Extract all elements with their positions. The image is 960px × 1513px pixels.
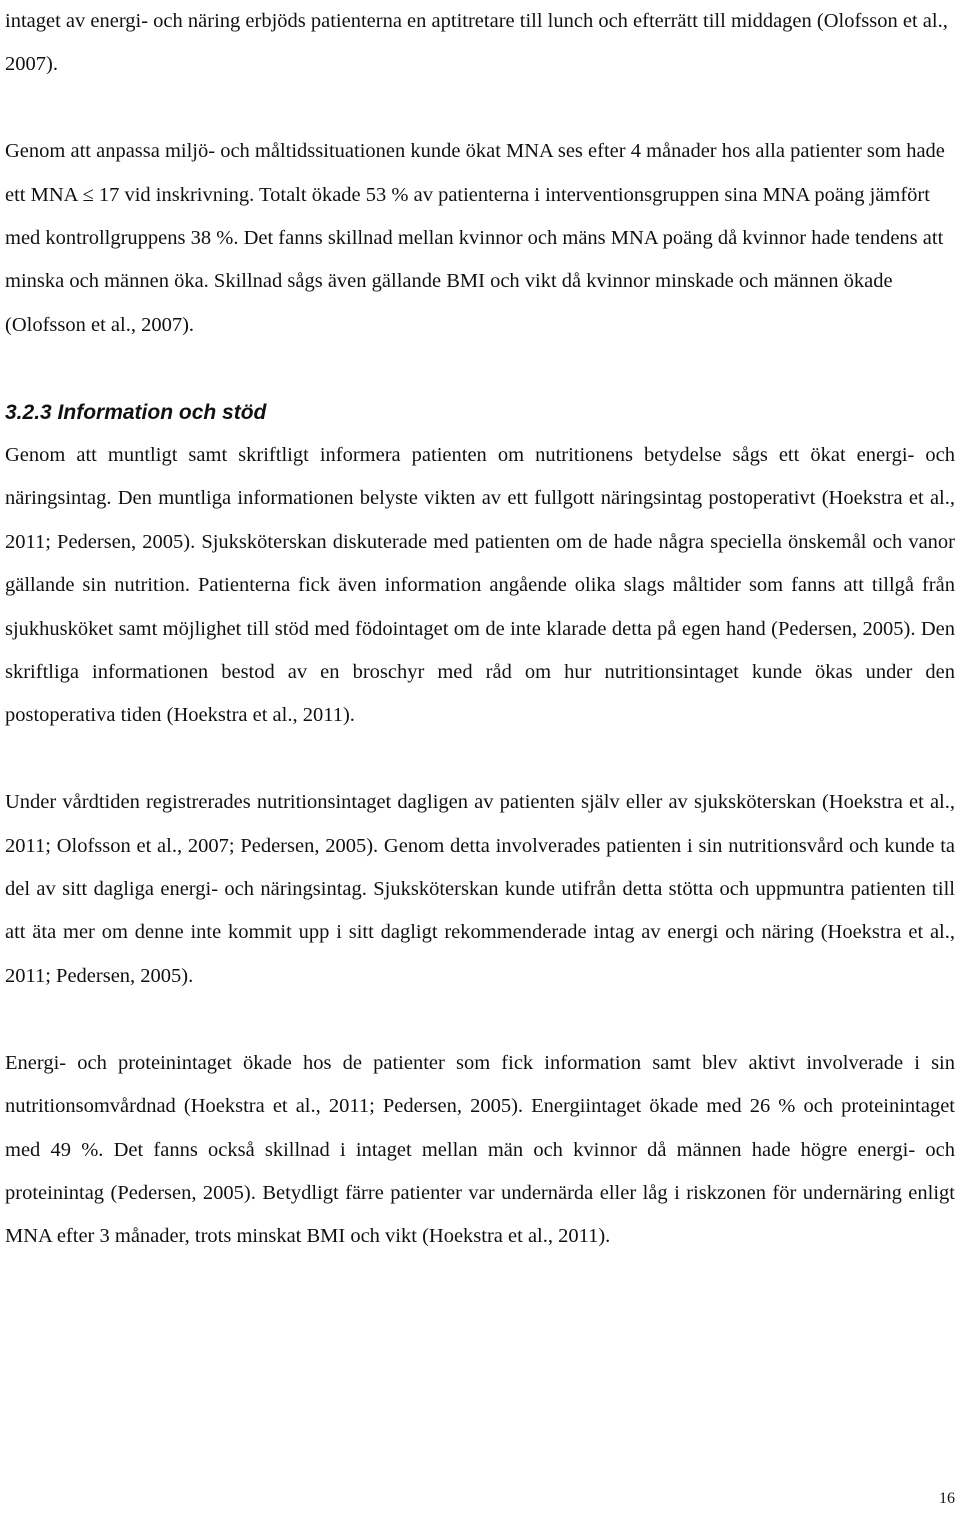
paragraph-spacer	[5, 738, 955, 781]
section-heading: 3.2.3 Information och stöd	[5, 400, 267, 424]
paragraph-mna-results: Genom att anpassa miljö- och måltidssituationen kunde ökat MNA ses efter 4 månader hos alla patienter som hade ett MNA ≤ 17 vid inskrivning. Totalt ökade 53 % av patienterna i interventionsgruppen sina MNA poäng jämfört med kontrollgruppens 38 %. Det fanns skillnad mellan kvinnor och mäns MNA poäng då kvinnor hade tendens att minska och männen öka. Skillnad sågs även gällande BMI och vikt då kvinnor minskade och männen ökade (Olofsson et al., 2007).	[5, 140, 945, 336]
paragraph-spacer	[5, 87, 955, 130]
document-page	[5, 0, 955, 1259]
paragraph-information: Genom att muntligt samt skriftligt informera patienten om nutritionens betydelse sågs ett ökat energi- och näringsintag. Den muntliga informationen belyste vikten av ett fullgott näringsintag postoperativt (Hoekstra et al., 2011; Pedersen, 2005). Sjuksköterskan diskuterade med patienten om de hade några speciella önskemål och vanor gällande sin nutrition. Patienterna fick även information angående olika slags måltider som fanns att tillgå från sjukhusköket samt möjlighet till stöd med födointaget om de inte klarade detta på egen hand (Pedersen, 2005). Den skriftliga informationen bestod av en broschyr med råd om hur nutritionsintaget kunde ökas under den postoperativa tiden (Hoekstra et al., 2011).	[5, 444, 955, 727]
paragraph-spacer	[5, 347, 955, 390]
paragraph-registration: Under vårdtiden registrerades nutritionsintaget dagligen av patienten själv eller av sjuksköterskan (Hoekstra et al., 2011; Olofsson et al., 2007; Pedersen, 2005). Genom detta involverades patienten i sin nutritionsvård och kunde ta del av sitt dagliga energi- och näringsintag. Sjuksköterskan kunde utifrån detta stötta och uppmuntra patienten till att äta mer om denne inte kommit upp i sitt dagligt rekommenderade intag av energi och näring (Hoekstra et al., 2011; Pedersen, 2005).	[5, 791, 955, 987]
page-number: 16	[939, 1490, 955, 1507]
paragraph-continuation: intaget av energi- och näring erbjöds patienterna en aptitretare till lunch och efterrätt till middagen (Olofsson et al., 2007).	[5, 10, 948, 76]
paragraph-spacer	[5, 998, 955, 1041]
paragraph-energy-protein: Energi- och proteinintaget ökade hos de patienter som fick information samt blev aktivt involverade i sin nutritionsomvårdnad (Hoekstra et al., 2011; Pedersen, 2005). Energiintaget ökade med 26 % och proteinintaget med 49 %. Det fanns också skillnad i intaget mellan män och kvinnor då männen hade högre energi- och proteinintag (Pedersen, 2005). Betydligt färre patienter var undernärda eller låg i riskzonen för undernäring enligt MNA efter 3 månader, trots minskat BMI och vikt (Hoekstra et al., 2011).	[5, 1051, 955, 1248]
